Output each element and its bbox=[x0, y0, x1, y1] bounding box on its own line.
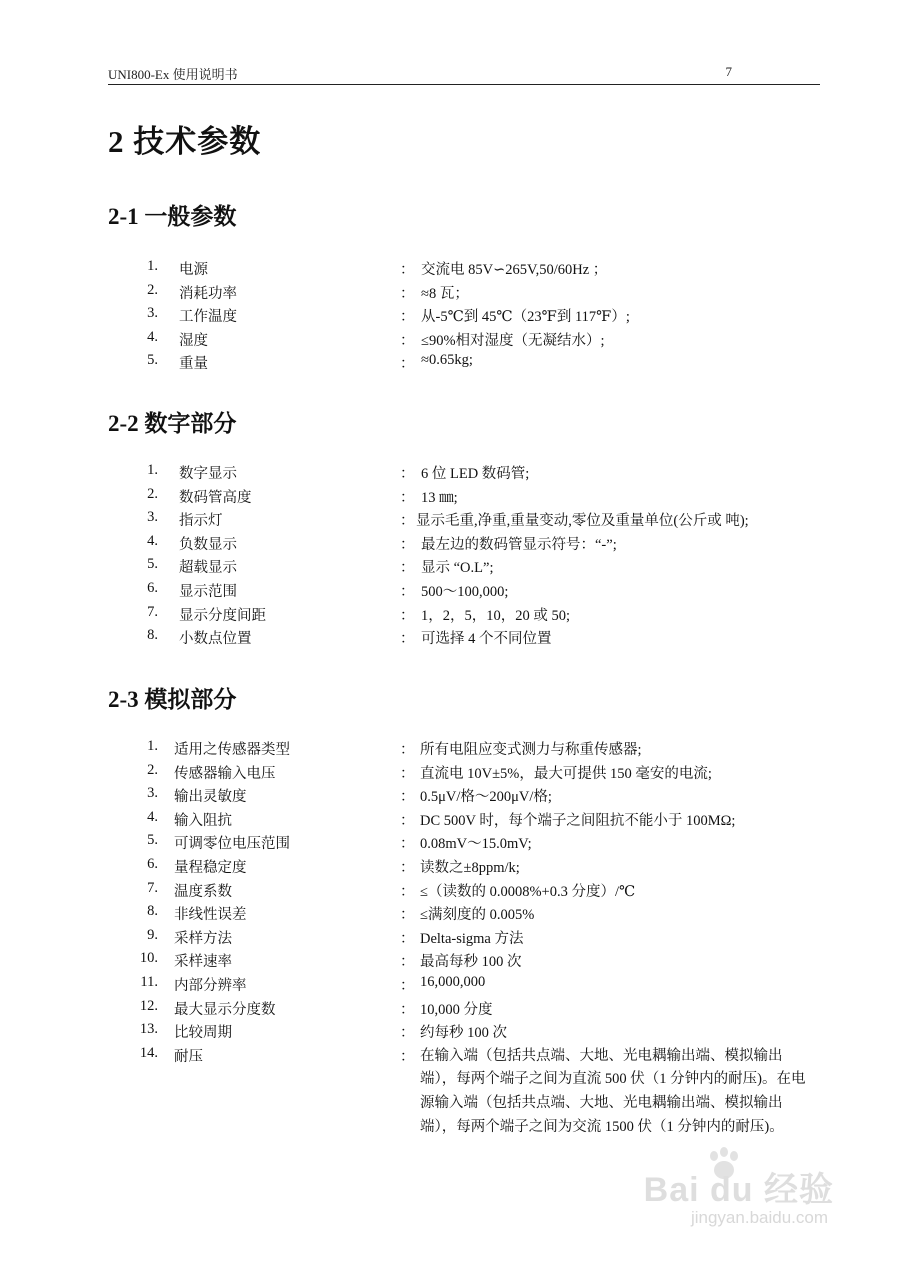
item-colon: ： bbox=[400, 1048, 415, 1065]
list-item bbox=[0, 832, 904, 856]
item-label: 采样方法 bbox=[174, 930, 232, 947]
document-title: UNI800-Ex 使用说明书 bbox=[108, 67, 238, 82]
item-value: 交流电 85V∽265V,50/60Hz ； bbox=[421, 262, 608, 278]
section-title-general: 2-1 一般参数 bbox=[108, 204, 237, 229]
item-number: 11. bbox=[140, 973, 158, 990]
item-number: 4. bbox=[147, 808, 158, 825]
item-value: 最高每秒 100 次 bbox=[420, 954, 522, 971]
item-label: 输入阻抗 bbox=[174, 812, 232, 829]
item-number: 6. bbox=[147, 579, 158, 596]
item-value: ≤（读数的 0.0008%+0.3 分度）/℃ bbox=[420, 883, 636, 900]
item-value: 6 位 LED 数码管; bbox=[421, 466, 530, 482]
item-colon: ： bbox=[400, 489, 415, 506]
item-label: 超载显示 bbox=[179, 560, 237, 577]
item-label: 显示范围 bbox=[179, 583, 237, 600]
item-colon: ： bbox=[400, 789, 415, 806]
section-title-digital: 2-2 数字部分 bbox=[108, 411, 237, 436]
item-colon: ： bbox=[400, 930, 415, 947]
item-label: 指示灯 bbox=[179, 513, 223, 530]
item-number: 1. bbox=[147, 462, 158, 478]
item-label: 比较周期 bbox=[174, 1025, 232, 1042]
item-label: 内部分辨率 bbox=[174, 977, 247, 994]
list-item bbox=[0, 627, 904, 651]
item-number: 3. bbox=[147, 305, 158, 322]
list-item bbox=[0, 556, 904, 580]
item-value: DC 500V 时，每个端子之间阻抗不能小于 100MΩ; bbox=[420, 812, 736, 829]
list-item bbox=[0, 856, 904, 880]
header-rule bbox=[108, 84, 820, 85]
list-item bbox=[0, 509, 904, 533]
list-item bbox=[0, 974, 904, 998]
list-item bbox=[0, 580, 904, 604]
item-colon: ： bbox=[400, 631, 415, 648]
item-number: 7. bbox=[147, 879, 158, 896]
list-item bbox=[0, 927, 904, 951]
item-number: 12. bbox=[139, 997, 158, 1014]
list-item bbox=[0, 352, 904, 376]
watermark bbox=[634, 1150, 834, 1240]
item-colon: ： bbox=[400, 977, 415, 994]
item-number: 3. bbox=[147, 509, 158, 526]
general-params-list bbox=[0, 258, 904, 376]
item-label: 最大显示分度数 bbox=[174, 1001, 276, 1018]
item-colon: ： bbox=[400, 513, 415, 530]
item-number: 7. bbox=[147, 603, 158, 620]
item-number: 2. bbox=[147, 485, 158, 502]
item-label: 耐压 bbox=[174, 1048, 203, 1065]
item-value: 0.5μV/格～200μV/格; bbox=[420, 789, 552, 806]
item-colon: ： bbox=[400, 859, 415, 876]
watermark-logo: Bai du 经验 bbox=[643, 1171, 834, 1209]
item-value: 从-5℃到 45℃（23℉到 117℉）; bbox=[421, 309, 630, 326]
item-value: 16,000,000 bbox=[420, 973, 486, 990]
item-label: 适用之传感器类型 bbox=[174, 742, 290, 758]
item-colon: ： bbox=[400, 560, 415, 577]
list-item bbox=[0, 785, 904, 809]
list-item bbox=[0, 486, 904, 510]
analog-params-list bbox=[0, 738, 904, 1163]
item-number: 1. bbox=[147, 258, 158, 274]
item-number: 6. bbox=[147, 855, 158, 872]
list-item bbox=[0, 762, 904, 786]
item-value: 1，2，5，10，20 或 50; bbox=[421, 607, 571, 624]
item-label: 温度系数 bbox=[174, 883, 232, 900]
item-value: ≤满刻度的 0.005% bbox=[420, 907, 535, 924]
item-label: 工作温度 bbox=[179, 309, 237, 326]
list-item bbox=[0, 903, 904, 927]
list-item bbox=[0, 738, 904, 762]
chapter-title: 2 技术参数 bbox=[108, 124, 262, 159]
item-value: 0.08mV～15.0mV; bbox=[420, 836, 532, 853]
item-number: 5. bbox=[147, 352, 158, 369]
item-value: 在输入端（包括共点端、大地、光电耦输出端、模拟输出端），每两个端子之间为直流 500 伏（1 分钟内的耐压)。在电源输入端（包括共点端、大地、光电耦输出端、模拟输出端），每两个端子之间为交流 1500 伏（1 分钟内的耐压)。 bbox=[420, 1047, 806, 1135]
item-value: ≈0.65kg; bbox=[421, 352, 473, 369]
section-title-analog: 2-3 模拟部分 bbox=[108, 687, 237, 712]
item-value: 最左边的数码管显示符号：“-”; bbox=[421, 536, 617, 553]
item-value: 读数之±8ppm/k; bbox=[420, 859, 520, 876]
item-label: 数码管高度 bbox=[179, 489, 252, 506]
list-item bbox=[0, 258, 904, 282]
item-label: 显示分度间距 bbox=[179, 607, 266, 624]
item-number: 5. bbox=[147, 832, 158, 849]
item-colon: ： bbox=[400, 332, 415, 349]
list-item bbox=[0, 809, 904, 833]
item-colon: ： bbox=[400, 883, 415, 900]
digital-params-list bbox=[0, 462, 904, 651]
list-item bbox=[0, 604, 904, 628]
item-label: 量程稳定度 bbox=[174, 859, 247, 876]
item-colon: ： bbox=[400, 742, 415, 758]
item-value: 所有电阻应变式测力与称重传感器; bbox=[420, 742, 642, 758]
item-colon: ： bbox=[400, 309, 415, 326]
item-label: 输出灵敏度 bbox=[174, 789, 247, 806]
item-number: 1. bbox=[147, 738, 158, 754]
item-colon: ： bbox=[400, 1001, 415, 1018]
list-item bbox=[0, 305, 904, 329]
item-value: ≤90%相对湿度（无凝结水）; bbox=[421, 332, 605, 349]
item-number: 14. bbox=[139, 1044, 158, 1061]
item-number: 4. bbox=[147, 328, 158, 345]
item-number: 5. bbox=[147, 556, 158, 573]
page-number: 7 bbox=[725, 64, 732, 79]
item-label: 传感器输入电压 bbox=[174, 765, 276, 782]
item-colon: ： bbox=[400, 812, 415, 829]
item-colon: ： bbox=[400, 356, 415, 373]
item-value: 约每秒 100 次 bbox=[420, 1025, 507, 1042]
item-colon: ： bbox=[400, 536, 415, 553]
item-number: 2. bbox=[147, 761, 158, 778]
list-item bbox=[0, 533, 904, 557]
item-label: 数字显示 bbox=[179, 466, 237, 482]
item-colon: ： bbox=[400, 954, 415, 971]
item-label: 消耗功率 bbox=[179, 285, 237, 302]
list-item bbox=[0, 950, 904, 974]
item-value: 显示毛重,净重,重量变动,零位及重量单位(公斤或 吨); bbox=[416, 513, 749, 530]
item-colon: ： bbox=[400, 583, 415, 600]
item-number: 8. bbox=[147, 903, 158, 920]
item-label: 采样速率 bbox=[174, 954, 232, 971]
item-colon: ： bbox=[400, 466, 415, 482]
item-colon: ： bbox=[400, 836, 415, 853]
item-value: ≈8 瓦； bbox=[421, 285, 469, 302]
item-number: 4. bbox=[147, 532, 158, 549]
list-item bbox=[0, 329, 904, 353]
item-value: 显示 “O.L”; bbox=[421, 560, 494, 577]
list-item bbox=[0, 282, 904, 306]
item-label: 小数点位置 bbox=[179, 631, 252, 648]
item-value: 可选择 4 个不同位置 bbox=[421, 631, 552, 648]
list-item bbox=[0, 1045, 904, 1163]
item-label: 湿度 bbox=[179, 332, 208, 349]
list-item bbox=[0, 998, 904, 1022]
item-colon: ： bbox=[400, 262, 415, 278]
item-number: 13. bbox=[139, 1021, 158, 1038]
item-value: 500～100,000; bbox=[421, 583, 509, 600]
item-number: 3. bbox=[147, 785, 158, 802]
item-number: 10. bbox=[139, 950, 158, 967]
item-value: Delta-sigma 方法 bbox=[420, 930, 524, 947]
item-number: 8. bbox=[147, 627, 158, 644]
item-label: 可调零位电压范围 bbox=[174, 836, 290, 853]
item-number: 2. bbox=[147, 281, 158, 298]
item-label: 重量 bbox=[179, 356, 208, 373]
list-item bbox=[0, 1021, 904, 1045]
item-value: 直流电 10V±5%，最大可提供 150 毫安的电流; bbox=[420, 765, 712, 782]
item-value: 10,000 分度 bbox=[420, 1001, 493, 1018]
item-colon: ： bbox=[400, 1025, 415, 1042]
list-item bbox=[0, 880, 904, 904]
item-value: 13 ㎜; bbox=[421, 489, 458, 506]
item-number: 9. bbox=[147, 926, 158, 943]
item-colon: ： bbox=[400, 607, 415, 624]
watermark-url: jingyan.baidu.com bbox=[690, 1208, 828, 1227]
item-colon: ： bbox=[400, 285, 415, 302]
item-label: 电源 bbox=[179, 262, 208, 278]
item-colon: ： bbox=[400, 765, 415, 782]
item-label: 非线性误差 bbox=[174, 907, 247, 924]
item-colon: ： bbox=[400, 907, 415, 924]
list-item bbox=[0, 462, 904, 486]
item-label: 负数显示 bbox=[179, 536, 237, 553]
